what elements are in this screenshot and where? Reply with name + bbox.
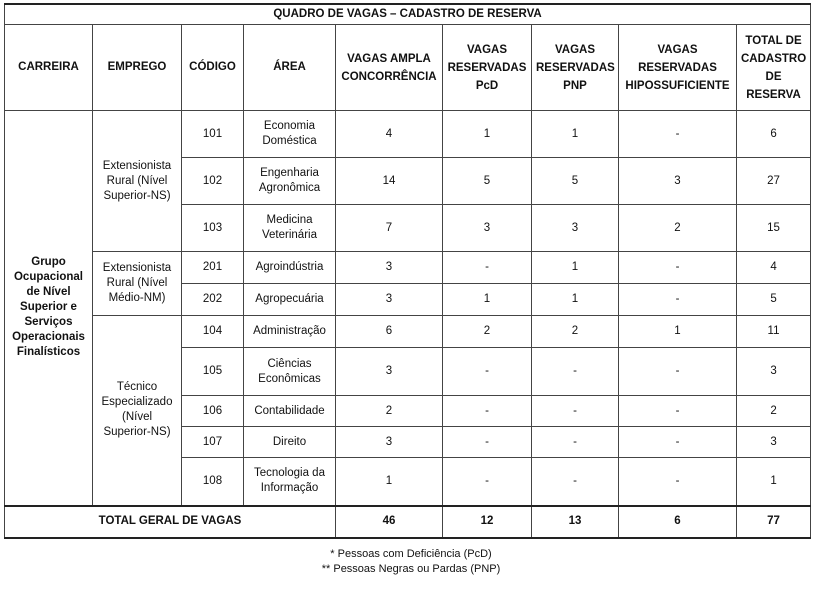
- ampla-cell: 4: [336, 111, 443, 158]
- header-pcd: VAGAS RESERVADAS PcD: [443, 25, 532, 111]
- vacancy-table: [4, 3, 811, 539]
- total-cell: 4: [737, 252, 811, 284]
- table-row: [5, 111, 811, 158]
- codigo-cell: 105: [182, 348, 244, 396]
- pcd-cell: 1: [443, 284, 532, 316]
- pnp-cell: 3: [532, 205, 619, 252]
- footnote-pnp: ** Pessoas Negras ou Pardas (PNP): [321, 563, 501, 575]
- area-cell: Tecnologia da Informação: [244, 458, 336, 506]
- area-cell: Ciências Econômicas: [244, 348, 336, 396]
- area-cell: Economia Doméstica: [244, 111, 336, 158]
- ampla-cell: 1: [336, 458, 443, 506]
- area-cell: Medicina Veterinária: [244, 205, 336, 252]
- total-cell: 15: [737, 205, 811, 252]
- pcd-cell: -: [443, 427, 532, 458]
- total-cell: 6: [737, 111, 811, 158]
- pcd-cell: -: [443, 252, 532, 284]
- pnp-cell: -: [532, 427, 619, 458]
- hipo-cell: -: [619, 396, 737, 427]
- area-cell: Agroindústria: [244, 252, 336, 284]
- ampla-cell: 3: [336, 348, 443, 396]
- ampla-cell: 14: [336, 158, 443, 205]
- total-hipo: 6: [619, 506, 737, 538]
- pnp-cell: 1: [532, 284, 619, 316]
- header-total: TOTAL DE CADASTRO DE RESERVA: [737, 25, 811, 111]
- ampla-cell: 2: [336, 396, 443, 427]
- total-pcd: 12: [443, 506, 532, 538]
- pnp-cell: -: [532, 396, 619, 427]
- ampla-cell: 3: [336, 252, 443, 284]
- codigo-cell: 201: [182, 252, 244, 284]
- total-cell: 1: [737, 458, 811, 506]
- hipo-cell: 2: [619, 205, 737, 252]
- codigo-cell: 103: [182, 205, 244, 252]
- hipo-cell: -: [619, 284, 737, 316]
- total-row: [5, 506, 811, 538]
- header-hipo: VAGAS RESERVADAS HIPOSSUFICIENTE: [619, 25, 737, 111]
- hipo-cell: -: [619, 111, 737, 158]
- total-cell: 27: [737, 158, 811, 205]
- emprego-cell: Extensionista Rural (Nível Superior-NS): [93, 111, 182, 252]
- codigo-cell: 107: [182, 427, 244, 458]
- total-cell: 3: [737, 427, 811, 458]
- pnp-cell: -: [532, 348, 619, 396]
- ampla-cell: 3: [336, 284, 443, 316]
- table-row: [5, 252, 811, 284]
- area-cell: Agropecuária: [244, 284, 336, 316]
- hipo-cell: -: [619, 458, 737, 506]
- pnp-cell: 5: [532, 158, 619, 205]
- header-row: [5, 25, 811, 111]
- pcd-cell: -: [443, 348, 532, 396]
- ampla-cell: 6: [336, 316, 443, 348]
- ampla-cell: 7: [336, 205, 443, 252]
- table-row: [5, 316, 811, 348]
- area-cell: Direito: [244, 427, 336, 458]
- header-codigo: CÓDIGO: [182, 25, 244, 111]
- pnp-cell: -: [532, 458, 619, 506]
- pcd-cell: 3: [443, 205, 532, 252]
- carreira-cell: Grupo Ocupacional de Nível Superior e Serviços Operacionais Finalísticos: [5, 111, 93, 506]
- total-geral: 77: [737, 506, 811, 538]
- pnp-cell: 1: [532, 111, 619, 158]
- hipo-cell: 3: [619, 158, 737, 205]
- total-label: TOTAL GERAL DE VAGAS: [5, 506, 336, 538]
- codigo-cell: 108: [182, 458, 244, 506]
- hipo-cell: -: [619, 427, 737, 458]
- pcd-cell: -: [443, 396, 532, 427]
- pcd-cell: -: [443, 458, 532, 506]
- total-pnp: 13: [532, 506, 619, 538]
- total-ampla: 46: [336, 506, 443, 538]
- footnotes: [0, 547, 822, 577]
- header-carreira: CARREIRA: [5, 25, 93, 111]
- emprego-cell: Técnico Especializado (Nível Superior-NS): [93, 316, 182, 506]
- codigo-cell: 202: [182, 284, 244, 316]
- area-cell: Engenharia Agronômica: [244, 158, 336, 205]
- footnote-pcd: * Pessoas com Deficiência (PcD): [330, 548, 492, 560]
- pnp-cell: 1: [532, 252, 619, 284]
- codigo-cell: 102: [182, 158, 244, 205]
- hipo-cell: -: [619, 348, 737, 396]
- total-cell: 11: [737, 316, 811, 348]
- codigo-cell: 101: [182, 111, 244, 158]
- header-pnp: VAGAS RESERVADAS PNP: [532, 25, 619, 111]
- total-cell: 3: [737, 348, 811, 396]
- pcd-cell: 1: [443, 111, 532, 158]
- header-area: ÁREA: [244, 25, 336, 111]
- pcd-cell: 5: [443, 158, 532, 205]
- area-cell: Administração: [244, 316, 336, 348]
- total-cell: 5: [737, 284, 811, 316]
- ampla-cell: 3: [336, 427, 443, 458]
- codigo-cell: 104: [182, 316, 244, 348]
- header-ampla: VAGAS AMPLA CONCORRÊNCIA: [336, 25, 443, 111]
- header-emprego: EMPREGO: [93, 25, 182, 111]
- pnp-cell: 2: [532, 316, 619, 348]
- hipo-cell: -: [619, 252, 737, 284]
- pcd-cell: 2: [443, 316, 532, 348]
- emprego-cell: Extensionista Rural (Nível Médio-NM): [93, 252, 182, 316]
- hipo-cell: 1: [619, 316, 737, 348]
- total-cell: 2: [737, 396, 811, 427]
- area-cell: Contabilidade: [244, 396, 336, 427]
- table-title: QUADRO DE VAGAS – CADASTRO DE RESERVA: [5, 4, 811, 25]
- codigo-cell: 106: [182, 396, 244, 427]
